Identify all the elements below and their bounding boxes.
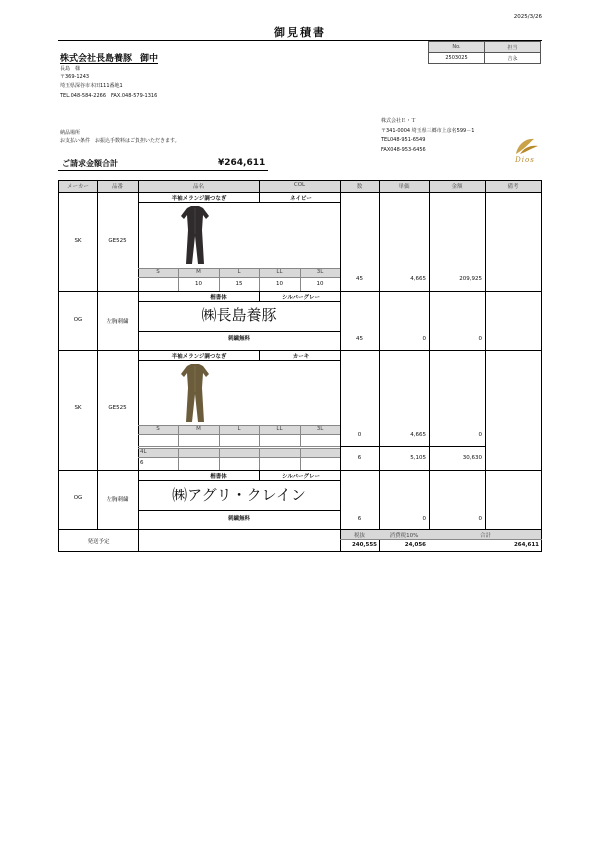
leaf-icon bbox=[508, 136, 542, 158]
row3-maker: SK bbox=[74, 405, 82, 411]
header-col: COL bbox=[293, 182, 306, 188]
header-amount: 金額 bbox=[451, 184, 463, 190]
tax-label: 消費税10% bbox=[389, 533, 419, 539]
row2-thread: シルバーグレー bbox=[282, 295, 320, 301]
size-3l: 3L bbox=[316, 269, 324, 275]
row1-color: ネイビー bbox=[290, 196, 312, 202]
client-underline bbox=[60, 63, 158, 64]
qty-ll: 10 bbox=[276, 281, 283, 287]
size-ll: LL bbox=[276, 269, 283, 275]
row3-item: GE525 bbox=[108, 405, 127, 411]
tax-value: 24,056 bbox=[404, 542, 426, 548]
khaki-coverall-image bbox=[180, 362, 210, 424]
row3-amount2: 30,630 bbox=[462, 455, 482, 461]
size-4l: 4L bbox=[140, 449, 147, 455]
row4-sub-col bbox=[259, 470, 260, 480]
dios-logo bbox=[508, 136, 542, 168]
row2-sub-divider bbox=[138, 301, 340, 302]
row-divider bbox=[58, 350, 542, 351]
row4-embroidery-text: ㈱アグリ・クレイン bbox=[172, 486, 306, 504]
row2-amount: 0 bbox=[478, 336, 482, 342]
row2-font: 楷書体 bbox=[210, 295, 227, 301]
size-s: S bbox=[156, 426, 160, 432]
row3-unit: 4,665 bbox=[410, 432, 426, 438]
row-divider bbox=[58, 470, 542, 471]
logo-text: Dios bbox=[515, 156, 535, 164]
col-divider bbox=[429, 180, 430, 540]
document-date: 2025/3/26 bbox=[513, 14, 542, 20]
row2-embroidery-text: ㈱長島養豚 bbox=[201, 306, 277, 324]
row1-item: GE525 bbox=[108, 238, 127, 244]
row2-item: 左胸刺繍 bbox=[106, 319, 129, 325]
navy-coverall-image bbox=[180, 204, 210, 266]
row3-qty: 0 bbox=[357, 432, 362, 438]
row4-sub-divider bbox=[138, 480, 340, 481]
qty-m: 10 bbox=[195, 281, 202, 287]
client-honorific: 御中 bbox=[140, 54, 159, 64]
size-col bbox=[300, 448, 301, 470]
supplier-fax: FAX048-953-6456 bbox=[381, 147, 426, 153]
row2-sub-col bbox=[259, 291, 260, 301]
qty-l: 15 bbox=[235, 281, 243, 287]
size-l: L bbox=[237, 269, 241, 275]
header-qty: 数 bbox=[356, 184, 363, 190]
client-contact: 長島 様 bbox=[60, 66, 81, 72]
row4-sub-divider bbox=[138, 510, 340, 511]
terms-delivery: 納品場所 bbox=[60, 130, 86, 136]
row3-sub-col bbox=[259, 350, 260, 360]
row2-maker: OG bbox=[73, 317, 83, 323]
supplier-address: 〒341-0004 埼玉県三郷市上彦名599－1 bbox=[381, 128, 475, 134]
row4-qty: 6 bbox=[357, 516, 362, 522]
row3-qty2: 6 bbox=[357, 455, 362, 461]
header-name: 品名 bbox=[192, 184, 204, 190]
meta-table bbox=[428, 41, 541, 64]
document-title: 御見積書 bbox=[274, 26, 326, 39]
size-l: L bbox=[237, 426, 241, 432]
row1-size-mid bbox=[138, 277, 340, 278]
row1-qty: 45 bbox=[356, 276, 363, 282]
client-address: 埼玉県深谷市本田111番地1 bbox=[60, 83, 123, 89]
col-divider bbox=[97, 180, 98, 530]
row2-unit: 0 bbox=[422, 336, 426, 342]
row1-maker: SK bbox=[74, 238, 82, 244]
supplier-tel: TEL048-951-6549 bbox=[381, 137, 426, 143]
qty-4l: 6 bbox=[140, 460, 144, 466]
no-value: 2503025 bbox=[429, 53, 485, 64]
header-maker: メーカー bbox=[67, 184, 89, 190]
col-divider bbox=[379, 180, 380, 552]
supplier-name: 株式会社Ｅ・Ｔ bbox=[381, 118, 417, 124]
total-value: ¥264,611 bbox=[218, 158, 266, 168]
total-label: ご請求金額合計 bbox=[62, 159, 118, 168]
footer-mid bbox=[340, 539, 542, 540]
row3-color: カーキ bbox=[292, 354, 310, 360]
row3-product: 半袖メランジ調つなぎ bbox=[171, 354, 227, 360]
row2-sub-divider bbox=[138, 331, 340, 332]
row3-ext-mid bbox=[138, 457, 340, 458]
no-label: No. bbox=[429, 42, 485, 53]
size-col bbox=[219, 448, 220, 470]
size-s: S bbox=[156, 269, 160, 275]
row4-unit: 0 bbox=[422, 516, 426, 522]
row4-item: 左胸刺繍 bbox=[106, 497, 129, 503]
row4-note: 刺繍無料 bbox=[227, 516, 250, 522]
header-unit: 単価 bbox=[398, 184, 410, 190]
row4-font: 楷書体 bbox=[210, 474, 227, 480]
size-col bbox=[178, 448, 179, 470]
row1-unit: 4,665 bbox=[410, 276, 426, 282]
row2-note: 刺繍無料 bbox=[227, 336, 250, 342]
sum-label: 合計 bbox=[479, 533, 491, 539]
client-tel-fax: TEL.048-584-2266 FAX.048-579-1316 bbox=[60, 93, 158, 99]
terms-payment: お支払い条件 お振込手数料はご負担いただきます。 bbox=[60, 138, 180, 144]
size-m: M bbox=[196, 426, 201, 432]
row3-split bbox=[340, 446, 485, 447]
row4-amount: 0 bbox=[478, 516, 482, 522]
client-postal: 〒369-1243 bbox=[60, 74, 90, 80]
header-item: 品番 bbox=[111, 184, 123, 190]
client-name: 株式会社長島養豚 bbox=[60, 54, 133, 64]
row2-qty: 45 bbox=[356, 336, 363, 342]
row4-thread: シルバーグレー bbox=[282, 474, 320, 480]
size-m: M bbox=[196, 269, 201, 275]
person-label: 担当 bbox=[485, 42, 541, 53]
row4-maker: OG bbox=[73, 495, 83, 501]
row1-sub-divider bbox=[138, 202, 340, 203]
header-remarks: 備考 bbox=[507, 184, 519, 190]
row3-size-mid bbox=[138, 434, 340, 435]
total-underline bbox=[58, 170, 268, 171]
sum-value: 264,611 bbox=[513, 542, 539, 548]
size-ll: LL bbox=[276, 426, 283, 432]
qty-3l: 10 bbox=[316, 281, 324, 287]
row1-amount: 209,925 bbox=[459, 276, 482, 282]
row-divider bbox=[58, 192, 542, 193]
row1-product: 半袖メランジ調つなぎ bbox=[171, 196, 227, 202]
row3-unit2: 5,105 bbox=[410, 455, 426, 461]
delivery-label: 発送予定 bbox=[87, 539, 110, 545]
row3-sub-divider bbox=[138, 360, 340, 361]
size-3l: 3L bbox=[316, 426, 324, 432]
row3-size-bottom bbox=[138, 446, 340, 447]
size-col bbox=[259, 448, 260, 470]
row-divider bbox=[58, 291, 542, 292]
row3-amount: 0 bbox=[478, 432, 482, 438]
pretax-label: 税抜 bbox=[353, 533, 365, 539]
col-divider bbox=[340, 180, 341, 552]
person-value: 吉永 bbox=[485, 53, 541, 64]
col-divider bbox=[485, 180, 486, 530]
row1-sub-col bbox=[259, 192, 260, 202]
pretax-value: 240,555 bbox=[351, 542, 377, 548]
